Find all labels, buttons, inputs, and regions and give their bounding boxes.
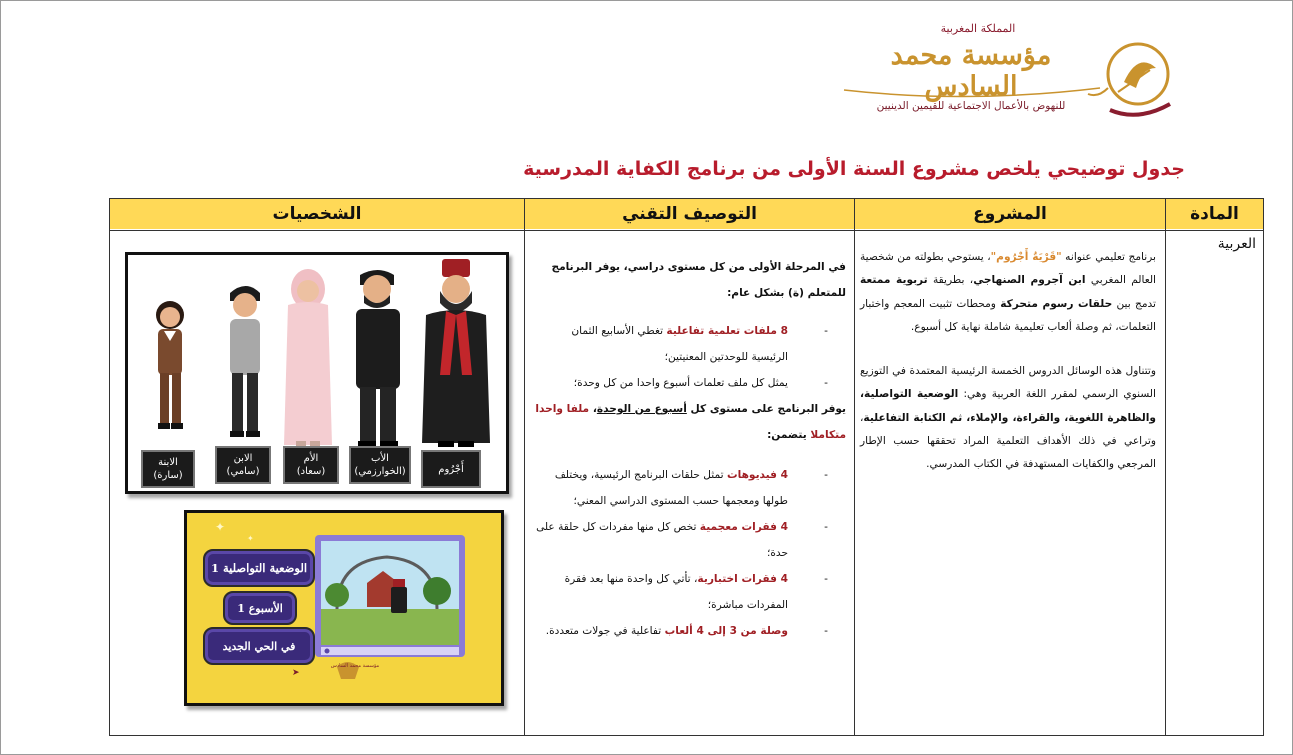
title-pill-week: الأسبوع 1 xyxy=(223,591,297,625)
character-ajrum xyxy=(422,259,490,447)
title-pill-episode: في الحي الجديد xyxy=(203,627,315,665)
scholar-name: ابن آجروم الصنهاجي xyxy=(973,274,1086,287)
text: تخص كل منها مفردات كل حلقة على حدة؛ xyxy=(536,521,788,559)
video-thumbnail xyxy=(184,510,504,706)
table-bottom-border xyxy=(109,735,1264,736)
project-paragraph-2 xyxy=(860,360,1156,476)
nameplate-line: (سعاد) xyxy=(296,466,326,477)
list-item xyxy=(533,370,846,396)
project-description xyxy=(860,246,1156,498)
list-item xyxy=(533,566,846,618)
text: ومحطات تثبيت المعجم واختبار التعلمات، ثم وصلة ألعاب تعليمية شاملة نهاية كل أسبوع. xyxy=(860,297,1156,333)
header-technical: التوصيف التقني xyxy=(525,199,854,229)
kingdom-label: المملكة المغربية xyxy=(940,22,1016,35)
table-header-divider xyxy=(109,230,1264,231)
nameplate-line: الأب xyxy=(371,453,389,464)
nameplate-son xyxy=(215,446,271,484)
text: تفاعلية في جولات متعددة. xyxy=(545,625,665,637)
character-father xyxy=(356,270,400,447)
technical-list-1 xyxy=(533,318,846,396)
characters-image xyxy=(125,252,509,494)
mini-logo-text: مؤسسة محمد السادس xyxy=(330,663,380,669)
method-phrase: تربوية ممتعة xyxy=(860,274,928,287)
character-mother xyxy=(284,269,332,447)
nameplate-line: الابنة xyxy=(158,457,178,468)
column-divider-3 xyxy=(1165,198,1166,736)
text: يمثل كل ملف تعلمات أسبوع واحدا من كل وحدة؛ xyxy=(573,377,788,389)
highlight: وصلة من 3 إلى 4 ألعاب xyxy=(664,625,788,637)
text: وتتناول هذه الوسائل الدروس الخمسة الرئيسية المعتمدة في التوزيع السنوي الرسمي لمقرر اللغة العربية وهي: xyxy=(860,365,1156,401)
bullet-dash: - xyxy=(824,521,828,533)
character-daughter xyxy=(156,301,184,429)
highlight: 4 فقرات معجمية xyxy=(699,521,788,533)
list-item xyxy=(533,318,846,370)
text: ، xyxy=(589,403,597,415)
highlight: 4 فيديوهات xyxy=(726,469,788,481)
nameplate-father xyxy=(349,446,411,484)
bullet-dash: - xyxy=(824,325,828,337)
list-item xyxy=(533,618,846,644)
foundation-tagline: للنهوض بالأعمال الاجتماعية للقيمين الدينيين xyxy=(876,100,1066,112)
list-item xyxy=(533,462,846,514)
svg-text:✦: ✦ xyxy=(247,534,254,543)
document-title: جدول توضيحي يلخص مشروع السنة الأولى من برنامج الكفاية المدرسية xyxy=(523,158,1185,180)
text: ، تأتي كل واحدة منها بعد فقرة المفردات مباشرة؛ xyxy=(564,573,788,611)
nameplate-line: (سامي) xyxy=(226,466,260,477)
technical-intro: في المرحلة الأولى من كل مستوى دراسي، يوفر البرنامج للمتعلم (ة) بشكل عام: xyxy=(551,261,846,299)
nameplate-line: (الخوارزمي) xyxy=(354,466,406,477)
header-subject: المادة xyxy=(1166,199,1263,229)
foundation-logo xyxy=(838,18,1178,128)
text: يوفر البرنامج على مستوى كل xyxy=(686,403,846,415)
nameplate-line: الابن xyxy=(233,453,253,464)
nameplate-line: أَجْرُوم xyxy=(438,463,464,475)
title-pill-lesson: الوضعية التواصلية 1 xyxy=(203,549,315,587)
nameplate-line: الأم xyxy=(303,453,319,464)
text: تمثل حلقات البرنامج الرئيسية، ويختلف طولها ومعجمها حسب المستوى الدراسي المعني؛ xyxy=(554,469,788,507)
nameplate-ajrum xyxy=(421,450,481,488)
technical-description xyxy=(533,254,846,644)
column-divider-1 xyxy=(524,198,525,736)
bullet-dash: - xyxy=(824,377,828,389)
technical-list-2 xyxy=(533,462,846,644)
highlight: 8 ملفات تعلمية تفاعلية xyxy=(666,325,788,337)
highlight: 4 فقرات اختبارية xyxy=(697,573,788,585)
text: ، وتراعي في ذلك الأهداف التعلمية المراد تحققها حسب الإطار المرجعي والكفايات المستهدفة في الكتاب المدرسي. xyxy=(860,411,1156,471)
foundation-name: مؤسسة محمد السادس xyxy=(890,40,1052,102)
nameplate-daughter xyxy=(141,450,195,488)
highlight: ملفا واحدا متكاملا xyxy=(535,403,846,441)
table-right-border xyxy=(1263,198,1264,736)
character-son xyxy=(230,286,260,437)
text: تغطي الأسابيع الثمان الرئيسية للوحدتين المعنيتين؛ xyxy=(571,325,788,363)
underlined-text: أسبوع من الوحدة xyxy=(596,403,687,415)
text: ، يستوحي بطولته من شخصية العالم المغربي xyxy=(860,251,1157,287)
svg-text:➤: ➤ xyxy=(292,668,300,678)
bullet-dash: - xyxy=(824,469,828,481)
header-project: المشروع xyxy=(855,199,1165,229)
text: برنامج تعليمي عنوانه xyxy=(1061,251,1156,263)
weekly-file-statement xyxy=(533,396,846,448)
subject-value: العربية xyxy=(1217,236,1256,252)
lessons-list: الوضعية التواصلية، والظاهرة اللغوية، والقراءة، والإملاء، ثم الكتابة التفاعلية xyxy=(860,388,1156,424)
thumbnail-frame xyxy=(184,510,504,706)
svg-text:✦: ✦ xyxy=(215,520,226,534)
table-left-border xyxy=(109,198,110,736)
program-title: "قَرْيَةُ أَجْرُوم" xyxy=(990,251,1062,263)
episodes-phrase: حلقات رسوم متحركة xyxy=(1000,297,1113,310)
text: تدمج بين xyxy=(1112,297,1156,310)
header-characters: الشخصيات xyxy=(110,199,524,229)
text: يتضمن: xyxy=(767,429,811,441)
project-paragraph-1 xyxy=(860,246,1156,339)
bullet-dash: - xyxy=(824,625,828,637)
list-item xyxy=(533,514,846,566)
nameplate-mother xyxy=(283,446,339,484)
text: ، بطريقة xyxy=(927,274,974,287)
nameplate-line: (سارة) xyxy=(153,470,183,481)
bullet-dash: - xyxy=(824,573,828,585)
column-divider-2 xyxy=(854,198,855,736)
